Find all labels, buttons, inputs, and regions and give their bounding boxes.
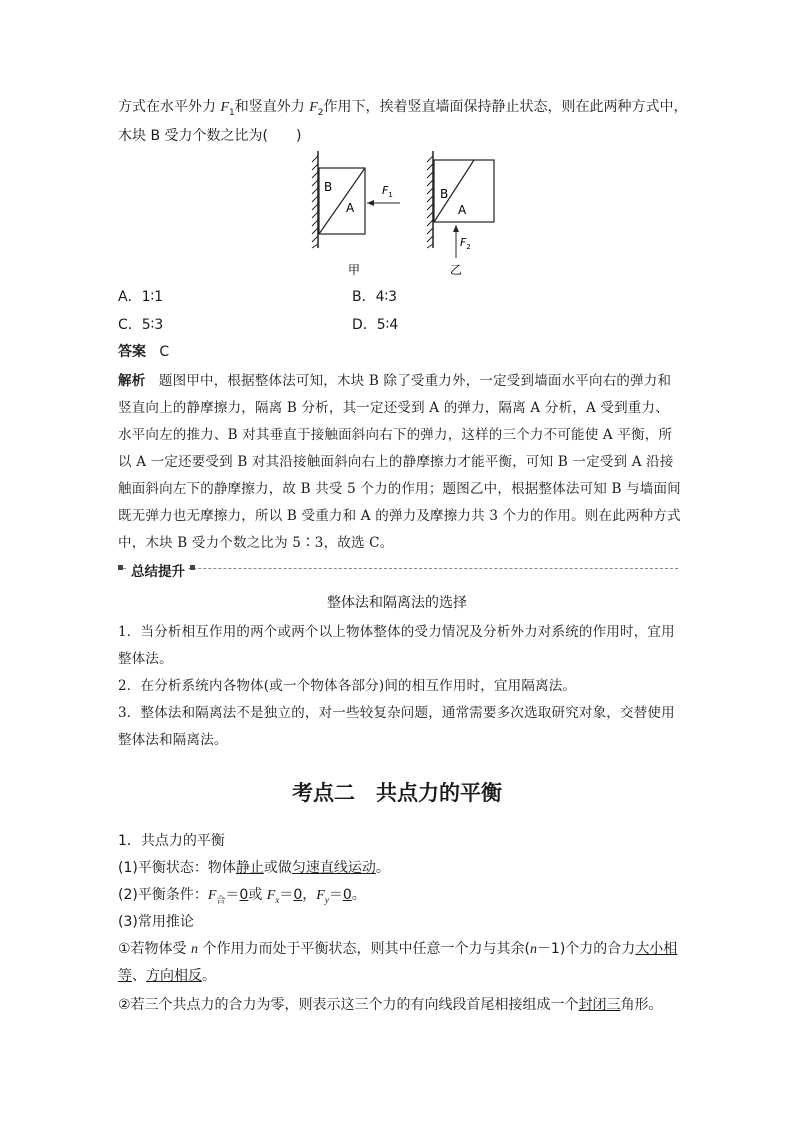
- label-a-right: A: [458, 203, 467, 217]
- option-b: B．4∶3: [352, 289, 398, 305]
- force-label-f1: $F_1$: [382, 184, 393, 199]
- analysis-line-3: 水平向左的推力、B 对其垂直于接触面斜向右下的弹力，这样的三个力不可能使 A 平衡，所: [118, 427, 673, 443]
- option-a: A．1∶1: [118, 289, 164, 305]
- answer-value: C: [159, 344, 170, 360]
- option-d: D．5∶4: [352, 317, 399, 333]
- section-heading: 考点二 共点力的平衡: [292, 781, 502, 805]
- section-state: (1)平衡状态：物体静止或做匀速直线运动。: [118, 860, 390, 876]
- summary-line-2: 整体法。: [118, 651, 173, 667]
- analysis-line-7: 中，木块 B 受力个数之比为 5∶3，故选 C。: [118, 535, 394, 551]
- summary-label: 总结提升: [128, 560, 188, 580]
- wall-hatch-right: [427, 156, 433, 248]
- analysis-line-2: 竖直向上的静摩擦力，隔离 B 分析，其一定还受到 A 的弹力，隔离 A 分析，A 受到重力、: [118, 400, 669, 416]
- force-diagram: [300, 148, 510, 276]
- answer-label: 答案: [118, 344, 146, 360]
- section-condition: (2)平衡条件：$F_合=0$或 $F_x=0$，$F_y=0$。: [118, 887, 366, 906]
- analysis-line-5: 触面斜向左下的静摩擦力，故 B 共受 5 个力的作用；题图乙中，根据整体法可知 B 与墙面间: [118, 481, 681, 497]
- caption-left: 甲: [348, 263, 361, 276]
- summary-title: 整体法和隔离法的选择: [327, 595, 467, 611]
- analysis-line-4: 以 A 一定还要受到 B 对其沿接触面斜向右上的静摩擦力才能平衡，可知 B 一定受到 A 沿接: [118, 454, 674, 470]
- figure-right: [427, 151, 494, 276]
- section-corollary-2: ②若三个共点力的合力为零，则表示这三个力的有向线段首尾相接组成一个封闭三角形。: [118, 997, 663, 1013]
- section-corollary-title: (3)常用推论: [118, 914, 194, 930]
- caption-right: 乙: [450, 263, 463, 276]
- figure-left: [312, 151, 400, 276]
- question-line-2: 木块 B 受力个数之比为( ): [118, 128, 302, 144]
- analysis-line-6: 既无弹力也无摩擦力，所以 B 受重力和 A 的弹力及摩擦力共 3 个力的作用。则在此两种方式: [118, 508, 681, 524]
- option-c: C．5∶3: [118, 317, 164, 333]
- summary-divider: [118, 560, 678, 580]
- summary-line-5: 整体法和隔离法。: [118, 732, 228, 748]
- label-b-right: B: [440, 187, 449, 201]
- analysis-line-1: 解析 题图甲中，根据整体法可知，木块 B 除了受重力外，一定受到墙面水平向右的弹力和: [118, 373, 672, 389]
- label-a-left: A: [346, 201, 355, 215]
- summary-line-3: 2．在分析系统内各物体(或一个物体各部分)间的相互作用时，宜用隔离法。: [118, 678, 577, 694]
- section-corollary-1: ①若物体受 n 个作用力而处于平衡状态，则其中任意一个力与其余(n－1)个力的合力大小相: [118, 941, 678, 957]
- summary-line-1: 1．当分析相互作用的两个或两个以上物体整体的受力情况及分析外力对系统的作用时，宜用: [118, 624, 675, 640]
- analysis-label: 解析: [118, 373, 146, 389]
- section-item-1: 1．共点力的平衡: [118, 833, 225, 849]
- answer-line: [118, 341, 169, 361]
- wall-hatch-left: [312, 156, 318, 248]
- section-corollary-1-cont: 等、方向相反。: [118, 968, 216, 984]
- summary-rule: [118, 568, 678, 569]
- force-label-f2: $F_2$: [460, 236, 471, 251]
- summary-line-4: 3．整体法和隔离法不是独立的，对一些较复杂问题，通常需要多次选取研究对象，交替使用: [118, 705, 675, 721]
- label-b-left: B: [324, 180, 333, 194]
- summary-dot-right: [190, 565, 195, 570]
- summary-dot-left: [118, 565, 123, 570]
- question-line-1: 方式在水平外力 $F_1$和竖直外力 $F_2$作用下，挨着竖直墙面保持静止状态，则在此两种方式中，: [118, 99, 688, 118]
